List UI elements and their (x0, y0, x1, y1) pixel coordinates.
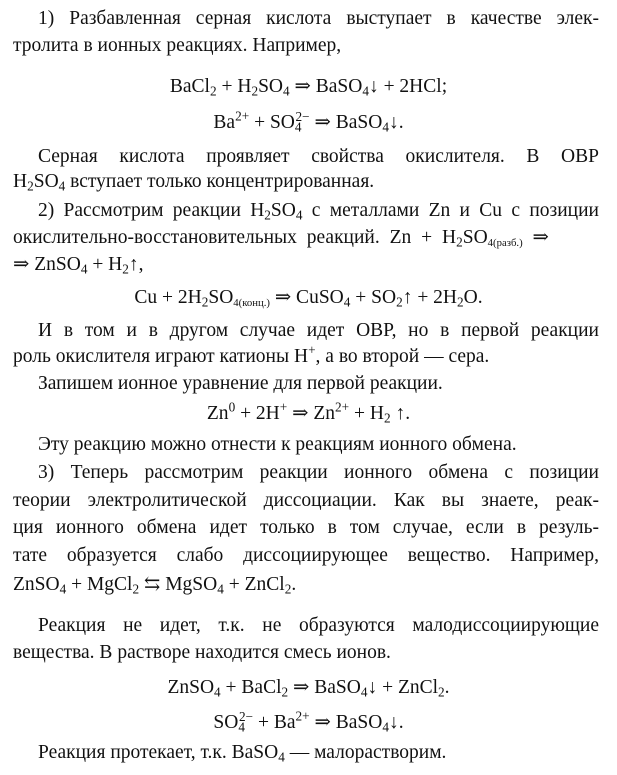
subscript: 4 (382, 119, 389, 135)
formula-part: + MgCl (66, 574, 133, 595)
superscript: 2− (238, 708, 254, 724)
text: Запишем ионное уравнение для первой реакции. (38, 373, 443, 394)
subscript: 4 (58, 178, 66, 194)
subscript: 4 (80, 261, 88, 277)
formula-part: + ZnCl (223, 574, 285, 595)
formula-part: ↓. (388, 712, 404, 733)
formula-part: ↓ + ZnCl (367, 677, 439, 698)
equation-znso4-mgcl2 (13, 572, 599, 598)
formula-part: + H (349, 403, 384, 424)
subscript: 4 (360, 684, 368, 700)
text: 3) Теперь рассмотрим реакции ионного обмена с позиции (38, 462, 599, 483)
para3-line2 (13, 225, 599, 251)
formula-part: ⇒ ZnSO (13, 254, 81, 275)
text: роль окислителя играют катионы H (13, 346, 309, 367)
subscript: 4(конц.) (233, 297, 270, 309)
formula-part: ↓. (388, 112, 404, 133)
para3-line1 (38, 198, 599, 224)
superscript: 2− (295, 108, 310, 124)
text: Реакция протекает, т.к. BaSO (38, 742, 279, 763)
formula-part: H (13, 171, 28, 192)
equation-ba-so4-ionic (0, 110, 617, 136)
text: вещества. В растворе находится смесь ионов. (13, 642, 391, 663)
subscript: 2 (201, 294, 209, 310)
equation-zn-ionic (0, 401, 617, 427)
para6-line1 (38, 460, 599, 486)
text: — малорастворим. (284, 742, 447, 763)
subscript: 4 (362, 83, 369, 99)
formula-part: O. (463, 287, 483, 308)
formula-part: SO (33, 171, 59, 192)
formula-part: ZnSO (13, 574, 60, 595)
formula-part: SO (270, 200, 296, 221)
formula-part: ↓ + 2HCl; (368, 76, 448, 97)
subscript: 2 (209, 83, 217, 99)
para2-line1 (38, 144, 599, 170)
para1-line2 (13, 33, 599, 59)
formula-part: Cu + 2H (134, 287, 202, 308)
text: , а во второй — сера. (315, 346, 490, 367)
subscript: 2 (438, 684, 445, 700)
formula-part: ZnSO (167, 677, 215, 698)
para6-line4 (13, 543, 599, 569)
subscript: 4(разб.) (487, 237, 523, 249)
subscript: 2 (281, 684, 289, 700)
text: Эту реакцию можно отнести к реакциям ионного обмена. (38, 434, 517, 455)
text: 2) Рассмотрим реакции H (38, 200, 265, 221)
para4-line2 (13, 344, 599, 370)
formula-part: + BaCl (220, 677, 282, 698)
subscript: 2 (383, 410, 391, 426)
formula-part: . (291, 574, 297, 595)
formula-part: + H (216, 76, 252, 97)
formula-part: . (444, 677, 450, 698)
para2-line2 (13, 169, 599, 195)
superscript: + (279, 399, 288, 415)
equation-znso4-bacl2 (0, 675, 617, 701)
para7-line1 (38, 613, 599, 639)
subscript: 2 (264, 207, 271, 223)
formula-part: SO (208, 287, 234, 308)
formula-part: ↑ + 2H (402, 287, 458, 308)
subscript: 2 (284, 581, 292, 597)
superscript: 2+ (235, 108, 250, 124)
subscript: 4 (217, 581, 224, 597)
subscript: 4 (238, 719, 245, 735)
formula-part: + Ba (253, 712, 296, 733)
para4-line1 (38, 318, 599, 344)
subscript: 2 (251, 83, 259, 99)
subscript: 4 (278, 749, 285, 765)
subscript: 4 (294, 119, 302, 135)
formula-part: ⇒ BaSO (289, 76, 363, 97)
text: тате образуется слабо диссоциирующее вещество. Например, (13, 545, 599, 566)
subscript: 4 (283, 83, 290, 99)
para1-line1 (38, 6, 599, 32)
text: ция ионного обмена идет только в том случае, если в резуль- (13, 517, 599, 538)
para6-line2 (13, 488, 599, 514)
text: Реакция не идет, т.к. не образуются малодиссоциирующие (38, 615, 599, 636)
formula-part: ⇒ (522, 227, 549, 248)
text: вступает только концентрированная. (65, 171, 375, 192)
para5-line1 (38, 432, 599, 458)
text: Серная кислота проявляет свойства окислителя. В ОВР (38, 146, 599, 167)
text: 1) Разбавленная серная кислота выступает в качестве элек- (38, 8, 599, 29)
formula-part: + SO (350, 287, 397, 308)
formula-part: Ba (213, 112, 236, 133)
text: с металлами Zn и Cu с позиции (302, 200, 599, 221)
formula-part: + H (87, 254, 123, 275)
formula-part: + 2H (235, 403, 280, 424)
subscript: 4 (382, 719, 389, 735)
formula-part: ⇒ CuSO (269, 287, 344, 308)
formula-part: ⇒ BaSO (309, 112, 383, 133)
text: окислительно-восстановительных реакций. Zn + H (13, 227, 457, 248)
subscript: 4 (59, 581, 67, 597)
subscript: 2 (122, 261, 129, 277)
formula-part: ↑. (390, 403, 411, 424)
formula-part: Zn (206, 403, 229, 424)
subscript: 4 (214, 684, 221, 700)
superscript: 2+ (335, 399, 350, 415)
formula-part: ↑, (128, 254, 144, 275)
formula-part: SO (213, 712, 239, 733)
equation-bacl2-h2so4 (0, 74, 617, 100)
para8-line1 (38, 740, 599, 766)
formula-part: ⇒ BaSO (309, 712, 383, 733)
para6-line3 (13, 515, 599, 541)
subscript: 4 (343, 294, 351, 310)
superscript: 2+ (295, 708, 310, 724)
formula-part: ⇆ MgSO (139, 574, 218, 595)
text: теории электролитической диссоциации. Как вы знаете, реак- (13, 490, 599, 511)
formula-part: SO (258, 76, 283, 97)
equation-so4-ba-ionic (0, 710, 617, 736)
subscript: 2 (396, 294, 403, 310)
formula-part: BaCl (169, 76, 210, 97)
para7-line2 (13, 640, 599, 666)
subscript: 2 (27, 178, 34, 194)
subscript: 2 (132, 581, 140, 597)
formula-part: SO (462, 227, 488, 248)
subscript: 2 (457, 294, 464, 310)
para4-line3 (38, 371, 599, 397)
text: тролита в ионных реакциях. Например, (13, 35, 342, 56)
text: И в том и в другом случае идет ОВР, но в первой реакции (38, 320, 599, 341)
subscript: 2 (456, 234, 463, 250)
formula-part: + SO (249, 112, 295, 133)
formula-part: ⇒ Zn (287, 403, 336, 424)
equation-cu-h2so4 (0, 285, 617, 311)
subscript: 4 (295, 207, 303, 223)
superscript: + (308, 342, 316, 358)
formula-part: ⇒ BaSO (288, 677, 361, 698)
para3-line3 (13, 252, 599, 278)
superscript: 0 (228, 399, 236, 415)
